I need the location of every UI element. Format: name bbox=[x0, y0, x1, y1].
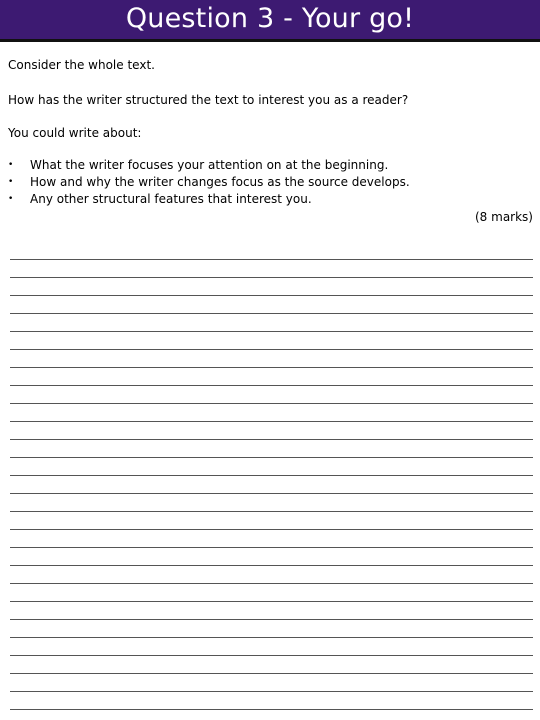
answer-line bbox=[10, 547, 533, 548]
guidance-item bbox=[8, 191, 410, 208]
guidance-item bbox=[8, 174, 410, 191]
guidance-list bbox=[8, 157, 410, 208]
title-banner bbox=[0, 0, 540, 42]
answer-line bbox=[10, 277, 533, 278]
answer-line bbox=[10, 475, 533, 476]
answer-line bbox=[10, 565, 533, 566]
answer-line bbox=[10, 331, 533, 332]
answer-line bbox=[10, 583, 533, 584]
answer-line bbox=[10, 367, 533, 368]
answer-line bbox=[10, 601, 533, 602]
guidance-item-text: How and why the writer changes focus as the source develops. bbox=[30, 175, 410, 189]
bullet-icon: • bbox=[8, 160, 14, 170]
answer-line bbox=[10, 655, 533, 656]
page-title: Question 3 - Your go! bbox=[125, 3, 415, 34]
guidance-item bbox=[8, 157, 410, 174]
answer-line bbox=[10, 295, 533, 296]
answer-line bbox=[10, 259, 533, 260]
guidance-heading: You could write about: bbox=[8, 126, 142, 140]
answer-line bbox=[10, 709, 533, 710]
answer-line bbox=[10, 349, 533, 350]
answer-line bbox=[10, 493, 533, 494]
answer-line bbox=[10, 619, 533, 620]
answer-line bbox=[10, 511, 533, 512]
answer-line bbox=[10, 421, 533, 422]
bullet-icon: • bbox=[8, 177, 14, 187]
bullet-icon: • bbox=[8, 194, 14, 204]
question-prompt: How has the writer structured the text to interest you as a reader? bbox=[8, 93, 409, 107]
answer-line bbox=[10, 691, 533, 692]
instruction-text: Consider the whole text. bbox=[8, 58, 155, 72]
marks-label: (8 marks) bbox=[475, 210, 533, 224]
guidance-item-text: Any other structural features that interest you. bbox=[30, 192, 312, 206]
answer-line bbox=[10, 637, 533, 638]
guidance-item-text: What the writer focuses your attention on at the beginning. bbox=[30, 158, 389, 172]
answer-line bbox=[10, 313, 533, 314]
answer-line bbox=[10, 673, 533, 674]
answer-line bbox=[10, 385, 533, 386]
answer-line bbox=[10, 439, 533, 440]
answer-line bbox=[10, 457, 533, 458]
answer-line bbox=[10, 529, 533, 530]
answer-line bbox=[10, 403, 533, 404]
